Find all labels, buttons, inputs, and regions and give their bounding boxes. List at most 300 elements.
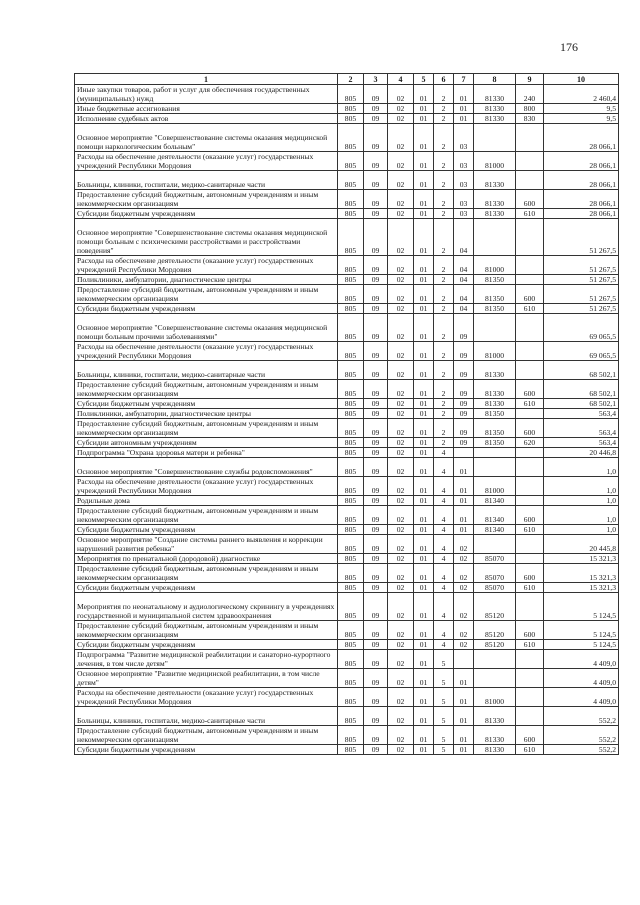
ministry-code: 805 xyxy=(338,669,364,688)
section-code: 09 xyxy=(364,535,388,554)
subprogram-code: 5 xyxy=(434,669,454,688)
amount: 28 066,1 xyxy=(544,152,619,171)
subprogram-code: 5 xyxy=(434,726,454,745)
item-name: Мероприятия по неонатальному и аудиологическому скринингу в учреждениях государственной и муниципальной систем здравоохранения xyxy=(75,593,338,621)
column-header: 6 xyxy=(434,74,454,85)
ministry-code: 805 xyxy=(338,124,364,152)
event-code: 04 xyxy=(454,256,474,275)
subprogram-code: 4 xyxy=(434,640,454,650)
expense-type-code: 610 xyxy=(516,640,544,650)
ministry-code: 805 xyxy=(338,219,364,256)
expense-type-code: 610 xyxy=(516,525,544,535)
amount: 15 321,3 xyxy=(544,554,619,564)
section-code: 09 xyxy=(364,726,388,745)
ministry-code: 805 xyxy=(338,256,364,275)
ministry-code: 805 xyxy=(338,209,364,219)
item-name: Поликлиники, амбулатории, диагностические центры xyxy=(75,275,338,285)
ministry-code: 805 xyxy=(338,409,364,419)
item-name: Больницы, клиники, госпитали, медико-санитарные части xyxy=(75,707,338,726)
expense-type-code: 600 xyxy=(516,380,544,399)
ministry-code: 805 xyxy=(338,688,364,707)
program-code: 01 xyxy=(414,554,434,564)
direction-code: 81000 xyxy=(474,477,516,496)
program-code: 01 xyxy=(414,707,434,726)
amount: 4 409,0 xyxy=(544,669,619,688)
section-code: 09 xyxy=(364,380,388,399)
program-code: 01 xyxy=(414,525,434,535)
item-name: Предоставление субсидий бюджетным, автономным учреждениям и иным некоммерческим организациям xyxy=(75,380,338,399)
subprogram-code: 4 xyxy=(434,477,454,496)
ministry-code: 805 xyxy=(338,506,364,525)
subsection-code: 02 xyxy=(388,399,414,409)
expense-type-code xyxy=(516,593,544,621)
subsection-code: 02 xyxy=(388,85,414,104)
subsection-code: 02 xyxy=(388,256,414,275)
subsection-code: 02 xyxy=(388,304,414,314)
expense-type-code xyxy=(516,152,544,171)
table-row xyxy=(75,85,619,104)
event-code: 02 xyxy=(454,535,474,554)
amount: 4 409,0 xyxy=(544,688,619,707)
item-name: Иные бюджетные ассигнования xyxy=(75,104,338,114)
direction-code: 81330 xyxy=(474,399,516,409)
item-name: Подпрограмма "Охрана здоровья матери и ребенка" xyxy=(75,448,338,458)
amount: 68 502,1 xyxy=(544,361,619,380)
subsection-code: 02 xyxy=(388,477,414,496)
subsection-code: 02 xyxy=(388,285,414,304)
table-row xyxy=(75,707,619,726)
expense-type-code xyxy=(516,650,544,669)
subprogram-code: 2 xyxy=(434,419,454,438)
expense-type-code xyxy=(516,171,544,190)
event-code: 09 xyxy=(454,438,474,448)
item-name: Родильные дома xyxy=(75,496,338,506)
expense-type-code: 600 xyxy=(516,506,544,525)
subprogram-code: 4 xyxy=(434,458,454,477)
event-code: 01 xyxy=(454,726,474,745)
item-name: Расходы на обеспечение деятельности (оказание услуг) государственных учреждений Республики Мордовия xyxy=(75,477,338,496)
event-code: 01 xyxy=(454,496,474,506)
direction-code xyxy=(474,314,516,342)
program-code: 01 xyxy=(414,745,434,755)
ministry-code: 805 xyxy=(338,640,364,650)
item-name: Предоставление субсидий бюджетным, автономным учреждениям и иным некоммерческим организациям xyxy=(75,419,338,438)
direction-code: 81330 xyxy=(474,85,516,104)
item-name: Основное мероприятие "Создание системы раннего выявления и коррекции нарушений развития ребенка" xyxy=(75,535,338,554)
item-name: Больницы, клиники, госпитали, медико-санитарные части xyxy=(75,171,338,190)
subsection-code: 02 xyxy=(388,314,414,342)
ministry-code: 805 xyxy=(338,399,364,409)
table-row xyxy=(75,564,619,583)
event-code: 09 xyxy=(454,314,474,342)
expense-type-code xyxy=(516,275,544,285)
event-code: 01 xyxy=(454,114,474,124)
ministry-code: 805 xyxy=(338,419,364,438)
direction-code: 81330 xyxy=(474,380,516,399)
section-code: 09 xyxy=(364,688,388,707)
direction-code: 85070 xyxy=(474,583,516,593)
section-code: 09 xyxy=(364,399,388,409)
subprogram-code: 2 xyxy=(434,85,454,104)
table-row xyxy=(75,304,619,314)
direction-code: 85120 xyxy=(474,593,516,621)
program-code: 01 xyxy=(414,190,434,209)
expense-type-code xyxy=(516,688,544,707)
amount: 1,0 xyxy=(544,525,619,535)
item-name: Основное мероприятие "Совершенствование системы оказания медицинской помощи наркологическим больным" xyxy=(75,124,338,152)
subsection-code: 02 xyxy=(388,669,414,688)
ministry-code: 805 xyxy=(338,448,364,458)
event-code: 01 xyxy=(454,85,474,104)
column-header: 7 xyxy=(454,74,474,85)
event-code: 01 xyxy=(454,745,474,755)
direction-code xyxy=(474,650,516,669)
subsection-code: 02 xyxy=(388,342,414,361)
program-code: 01 xyxy=(414,583,434,593)
program-code: 01 xyxy=(414,506,434,525)
table-row xyxy=(75,726,619,745)
subprogram-code: 4 xyxy=(434,583,454,593)
table-row xyxy=(75,583,619,593)
table-row xyxy=(75,104,619,114)
direction-code: 81330 xyxy=(474,726,516,745)
table-row xyxy=(75,477,619,496)
expense-type-code xyxy=(516,535,544,554)
direction-code xyxy=(474,535,516,554)
item-name: Расходы на обеспечение деятельности (оказание услуг) государственных учреждений Республики Мордовия xyxy=(75,256,338,275)
event-code: 02 xyxy=(454,621,474,640)
direction-code: 81000 xyxy=(474,688,516,707)
subsection-code: 02 xyxy=(388,409,414,419)
table-row xyxy=(75,399,619,409)
subprogram-code: 2 xyxy=(434,361,454,380)
column-header: 3 xyxy=(364,74,388,85)
subsection-code: 02 xyxy=(388,554,414,564)
expense-type-code: 610 xyxy=(516,583,544,593)
subprogram-code: 2 xyxy=(434,409,454,419)
item-name: Предоставление субсидий бюджетным, автономным учреждениям и иным некоммерческим организациям xyxy=(75,564,338,583)
event-code: 02 xyxy=(454,564,474,583)
amount: 552,2 xyxy=(544,726,619,745)
amount: 28 066,1 xyxy=(544,209,619,219)
ministry-code: 805 xyxy=(338,314,364,342)
event-code: 02 xyxy=(454,583,474,593)
subsection-code: 02 xyxy=(388,380,414,399)
event-code: 09 xyxy=(454,361,474,380)
ministry-code: 805 xyxy=(338,593,364,621)
direction-code: 81350 xyxy=(474,419,516,438)
direction-code: 81330 xyxy=(474,361,516,380)
program-code: 01 xyxy=(414,219,434,256)
ministry-code: 805 xyxy=(338,583,364,593)
item-name: Основное мероприятие "Совершенствование системы оказания медицинской помощи больным прочими заболеваниями" xyxy=(75,314,338,342)
section-code: 09 xyxy=(364,256,388,275)
amount: 4 409,0 xyxy=(544,650,619,669)
event-code: 09 xyxy=(454,342,474,361)
event-code: 09 xyxy=(454,399,474,409)
subprogram-code: 2 xyxy=(434,314,454,342)
section-code: 09 xyxy=(364,190,388,209)
subprogram-code: 4 xyxy=(434,535,454,554)
expense-type-code: 830 xyxy=(516,114,544,124)
subsection-code: 02 xyxy=(388,726,414,745)
section-code: 09 xyxy=(364,707,388,726)
item-name: Расходы на обеспечение деятельности (оказание услуг) государственных учреждений Республики Мордовия xyxy=(75,688,338,707)
item-name: Основное мероприятие "Совершенствование системы оказания медицинской помощи больным с психическими расстройствами и расстройствами поведения" xyxy=(75,219,338,256)
direction-code: 85070 xyxy=(474,554,516,564)
subsection-code: 02 xyxy=(388,104,414,114)
section-code: 09 xyxy=(364,124,388,152)
subsection-code: 02 xyxy=(388,745,414,755)
event-code: 02 xyxy=(454,554,474,564)
direction-code xyxy=(474,219,516,256)
section-code: 09 xyxy=(364,275,388,285)
program-code: 01 xyxy=(414,448,434,458)
subprogram-code: 4 xyxy=(434,525,454,535)
program-code: 01 xyxy=(414,564,434,583)
ministry-code: 805 xyxy=(338,285,364,304)
item-name: Субсидии бюджетным учреждениям xyxy=(75,583,338,593)
expense-type-code xyxy=(516,342,544,361)
amount: 51 267,5 xyxy=(544,256,619,275)
section-code: 09 xyxy=(364,114,388,124)
subsection-code: 02 xyxy=(388,583,414,593)
direction-code xyxy=(474,448,516,458)
program-code: 01 xyxy=(414,314,434,342)
program-code: 01 xyxy=(414,342,434,361)
amount: 1,0 xyxy=(544,477,619,496)
program-code: 01 xyxy=(414,380,434,399)
program-code: 01 xyxy=(414,438,434,448)
event-code: 04 xyxy=(454,275,474,285)
direction-code: 81350 xyxy=(474,409,516,419)
subsection-code: 02 xyxy=(388,506,414,525)
program-code: 01 xyxy=(414,477,434,496)
subsection-code: 02 xyxy=(388,361,414,380)
subsection-code: 02 xyxy=(388,688,414,707)
section-code: 09 xyxy=(364,554,388,564)
subsection-code: 02 xyxy=(388,525,414,535)
expense-type-code xyxy=(516,361,544,380)
amount: 563,4 xyxy=(544,409,619,419)
amount: 552,2 xyxy=(544,707,619,726)
section-code: 09 xyxy=(364,564,388,583)
table-row xyxy=(75,285,619,304)
item-name: Предоставление субсидий бюджетным, автономным учреждениям и иным некоммерческим организациям xyxy=(75,621,338,640)
section-code: 09 xyxy=(364,419,388,438)
amount: 20 445,8 xyxy=(544,535,619,554)
subprogram-code: 2 xyxy=(434,114,454,124)
event-code: 02 xyxy=(454,593,474,621)
budget-table xyxy=(74,73,619,755)
subprogram-code: 2 xyxy=(434,171,454,190)
subsection-code: 02 xyxy=(388,593,414,621)
ministry-code: 805 xyxy=(338,477,364,496)
amount: 68 502,1 xyxy=(544,399,619,409)
column-header: 4 xyxy=(388,74,414,85)
direction-code: 81000 xyxy=(474,256,516,275)
table-row xyxy=(75,640,619,650)
subprogram-code: 2 xyxy=(434,399,454,409)
column-header: 9 xyxy=(516,74,544,85)
expense-type-code xyxy=(516,669,544,688)
table-row xyxy=(75,554,619,564)
subsection-code: 02 xyxy=(388,650,414,669)
program-code: 01 xyxy=(414,85,434,104)
subprogram-code: 4 xyxy=(434,496,454,506)
item-name: Предоставление субсидий бюджетным, автономным учреждениям и иным некоммерческим организациям xyxy=(75,285,338,304)
direction-code: 81330 xyxy=(474,190,516,209)
item-name: Субсидии бюджетным учреждениям xyxy=(75,525,338,535)
table-row xyxy=(75,621,619,640)
ministry-code: 805 xyxy=(338,380,364,399)
ministry-code: 805 xyxy=(338,458,364,477)
item-name: Расходы на обеспечение деятельности (оказание услуг) государственных учреждений Республики Мордовия xyxy=(75,152,338,171)
amount: 68 502,1 xyxy=(544,380,619,399)
event-code: 01 xyxy=(454,688,474,707)
expense-type-code xyxy=(516,219,544,256)
program-code: 01 xyxy=(414,114,434,124)
program-code: 01 xyxy=(414,688,434,707)
program-code: 01 xyxy=(414,104,434,114)
section-code: 09 xyxy=(364,152,388,171)
item-name: Иные закупки товаров, работ и услуг для обеспечения государственных (муниципальных) нужд xyxy=(75,85,338,104)
direction-code: 81000 xyxy=(474,152,516,171)
program-code: 01 xyxy=(414,361,434,380)
subsection-code: 02 xyxy=(388,640,414,650)
subsection-code: 02 xyxy=(388,707,414,726)
direction-code: 81340 xyxy=(474,525,516,535)
expense-type-code: 610 xyxy=(516,209,544,219)
expense-type-code xyxy=(516,256,544,275)
expense-type-code xyxy=(516,124,544,152)
subprogram-code: 2 xyxy=(434,256,454,275)
table-row xyxy=(75,114,619,124)
amount: 15 321,3 xyxy=(544,564,619,583)
direction-code xyxy=(474,458,516,477)
table-row xyxy=(75,525,619,535)
ministry-code: 805 xyxy=(338,275,364,285)
amount: 51 267,5 xyxy=(544,285,619,304)
ministry-code: 805 xyxy=(338,650,364,669)
table-row xyxy=(75,342,619,361)
subprogram-code: 4 xyxy=(434,554,454,564)
subprogram-code: 5 xyxy=(434,688,454,707)
subsection-code: 02 xyxy=(388,535,414,554)
event-code: 03 xyxy=(454,124,474,152)
subsection-code: 02 xyxy=(388,419,414,438)
subprogram-code: 2 xyxy=(434,219,454,256)
item-name: Больницы, клиники, госпитали, медико-санитарные части xyxy=(75,361,338,380)
expense-type-code xyxy=(516,409,544,419)
event-code: 01 xyxy=(454,525,474,535)
table-row xyxy=(75,361,619,380)
column-header: 10 xyxy=(544,74,619,85)
table-row xyxy=(75,438,619,448)
subprogram-code: 2 xyxy=(434,380,454,399)
program-code: 01 xyxy=(414,399,434,409)
event-code: 09 xyxy=(454,409,474,419)
program-code: 01 xyxy=(414,496,434,506)
direction-code: 81350 xyxy=(474,285,516,304)
expense-type-code: 600 xyxy=(516,190,544,209)
item-name: Субсидии бюджетным учреждениям xyxy=(75,640,338,650)
direction-code xyxy=(474,124,516,152)
direction-code xyxy=(474,669,516,688)
table-row xyxy=(75,745,619,755)
event-code xyxy=(454,448,474,458)
amount: 1,0 xyxy=(544,506,619,525)
ministry-code: 805 xyxy=(338,496,364,506)
direction-code: 81330 xyxy=(474,171,516,190)
item-name: Субсидии бюджетным учреждениям xyxy=(75,745,338,755)
expense-type-code: 610 xyxy=(516,745,544,755)
program-code: 01 xyxy=(414,593,434,621)
subprogram-code: 4 xyxy=(434,506,454,525)
event-code: 01 xyxy=(454,477,474,496)
subsection-code: 02 xyxy=(388,275,414,285)
expense-type-code xyxy=(516,458,544,477)
expense-type-code: 600 xyxy=(516,564,544,583)
amount: 28 066,1 xyxy=(544,171,619,190)
ministry-code: 805 xyxy=(338,361,364,380)
subprogram-code: 5 xyxy=(434,745,454,755)
subprogram-code: 4 xyxy=(434,593,454,621)
ministry-code: 805 xyxy=(338,171,364,190)
event-code: 03 xyxy=(454,171,474,190)
section-code: 09 xyxy=(364,304,388,314)
direction-code: 85070 xyxy=(474,564,516,583)
section-code: 09 xyxy=(364,219,388,256)
table-row xyxy=(75,593,619,621)
direction-code: 81350 xyxy=(474,304,516,314)
table-row xyxy=(75,275,619,285)
program-code: 01 xyxy=(414,304,434,314)
expense-type-code xyxy=(516,477,544,496)
subprogram-code: 2 xyxy=(434,190,454,209)
item-name: Субсидии бюджетным учреждениям xyxy=(75,209,338,219)
expense-type-code xyxy=(516,496,544,506)
expense-type-code xyxy=(516,314,544,342)
table-row xyxy=(75,314,619,342)
item-name: Предоставление субсидий бюджетным, автономным учреждениям и иным некоммерческим организациям xyxy=(75,726,338,745)
event-code: 01 xyxy=(454,458,474,477)
item-name: Субсидии бюджетным учреждениям xyxy=(75,304,338,314)
item-name: Основное мероприятие "Развитие медицинской реабилитации, в том числе детям" xyxy=(75,669,338,688)
amount: 28 066,1 xyxy=(544,190,619,209)
expense-type-code: 610 xyxy=(516,399,544,409)
section-code: 09 xyxy=(364,496,388,506)
subprogram-code: 2 xyxy=(434,104,454,114)
event-code: 01 xyxy=(454,506,474,525)
amount: 20 446,8 xyxy=(544,448,619,458)
expense-type-code: 620 xyxy=(516,438,544,448)
table-row xyxy=(75,496,619,506)
subsection-code: 02 xyxy=(388,171,414,190)
ministry-code: 805 xyxy=(338,190,364,209)
program-code: 01 xyxy=(414,458,434,477)
table-row xyxy=(75,506,619,525)
event-code: 02 xyxy=(454,640,474,650)
program-code: 01 xyxy=(414,285,434,304)
direction-code: 81350 xyxy=(474,438,516,448)
subsection-code: 02 xyxy=(388,621,414,640)
section-code: 09 xyxy=(364,361,388,380)
table-row xyxy=(75,650,619,669)
subprogram-code: 2 xyxy=(434,152,454,171)
section-code: 09 xyxy=(364,506,388,525)
program-code: 01 xyxy=(414,409,434,419)
